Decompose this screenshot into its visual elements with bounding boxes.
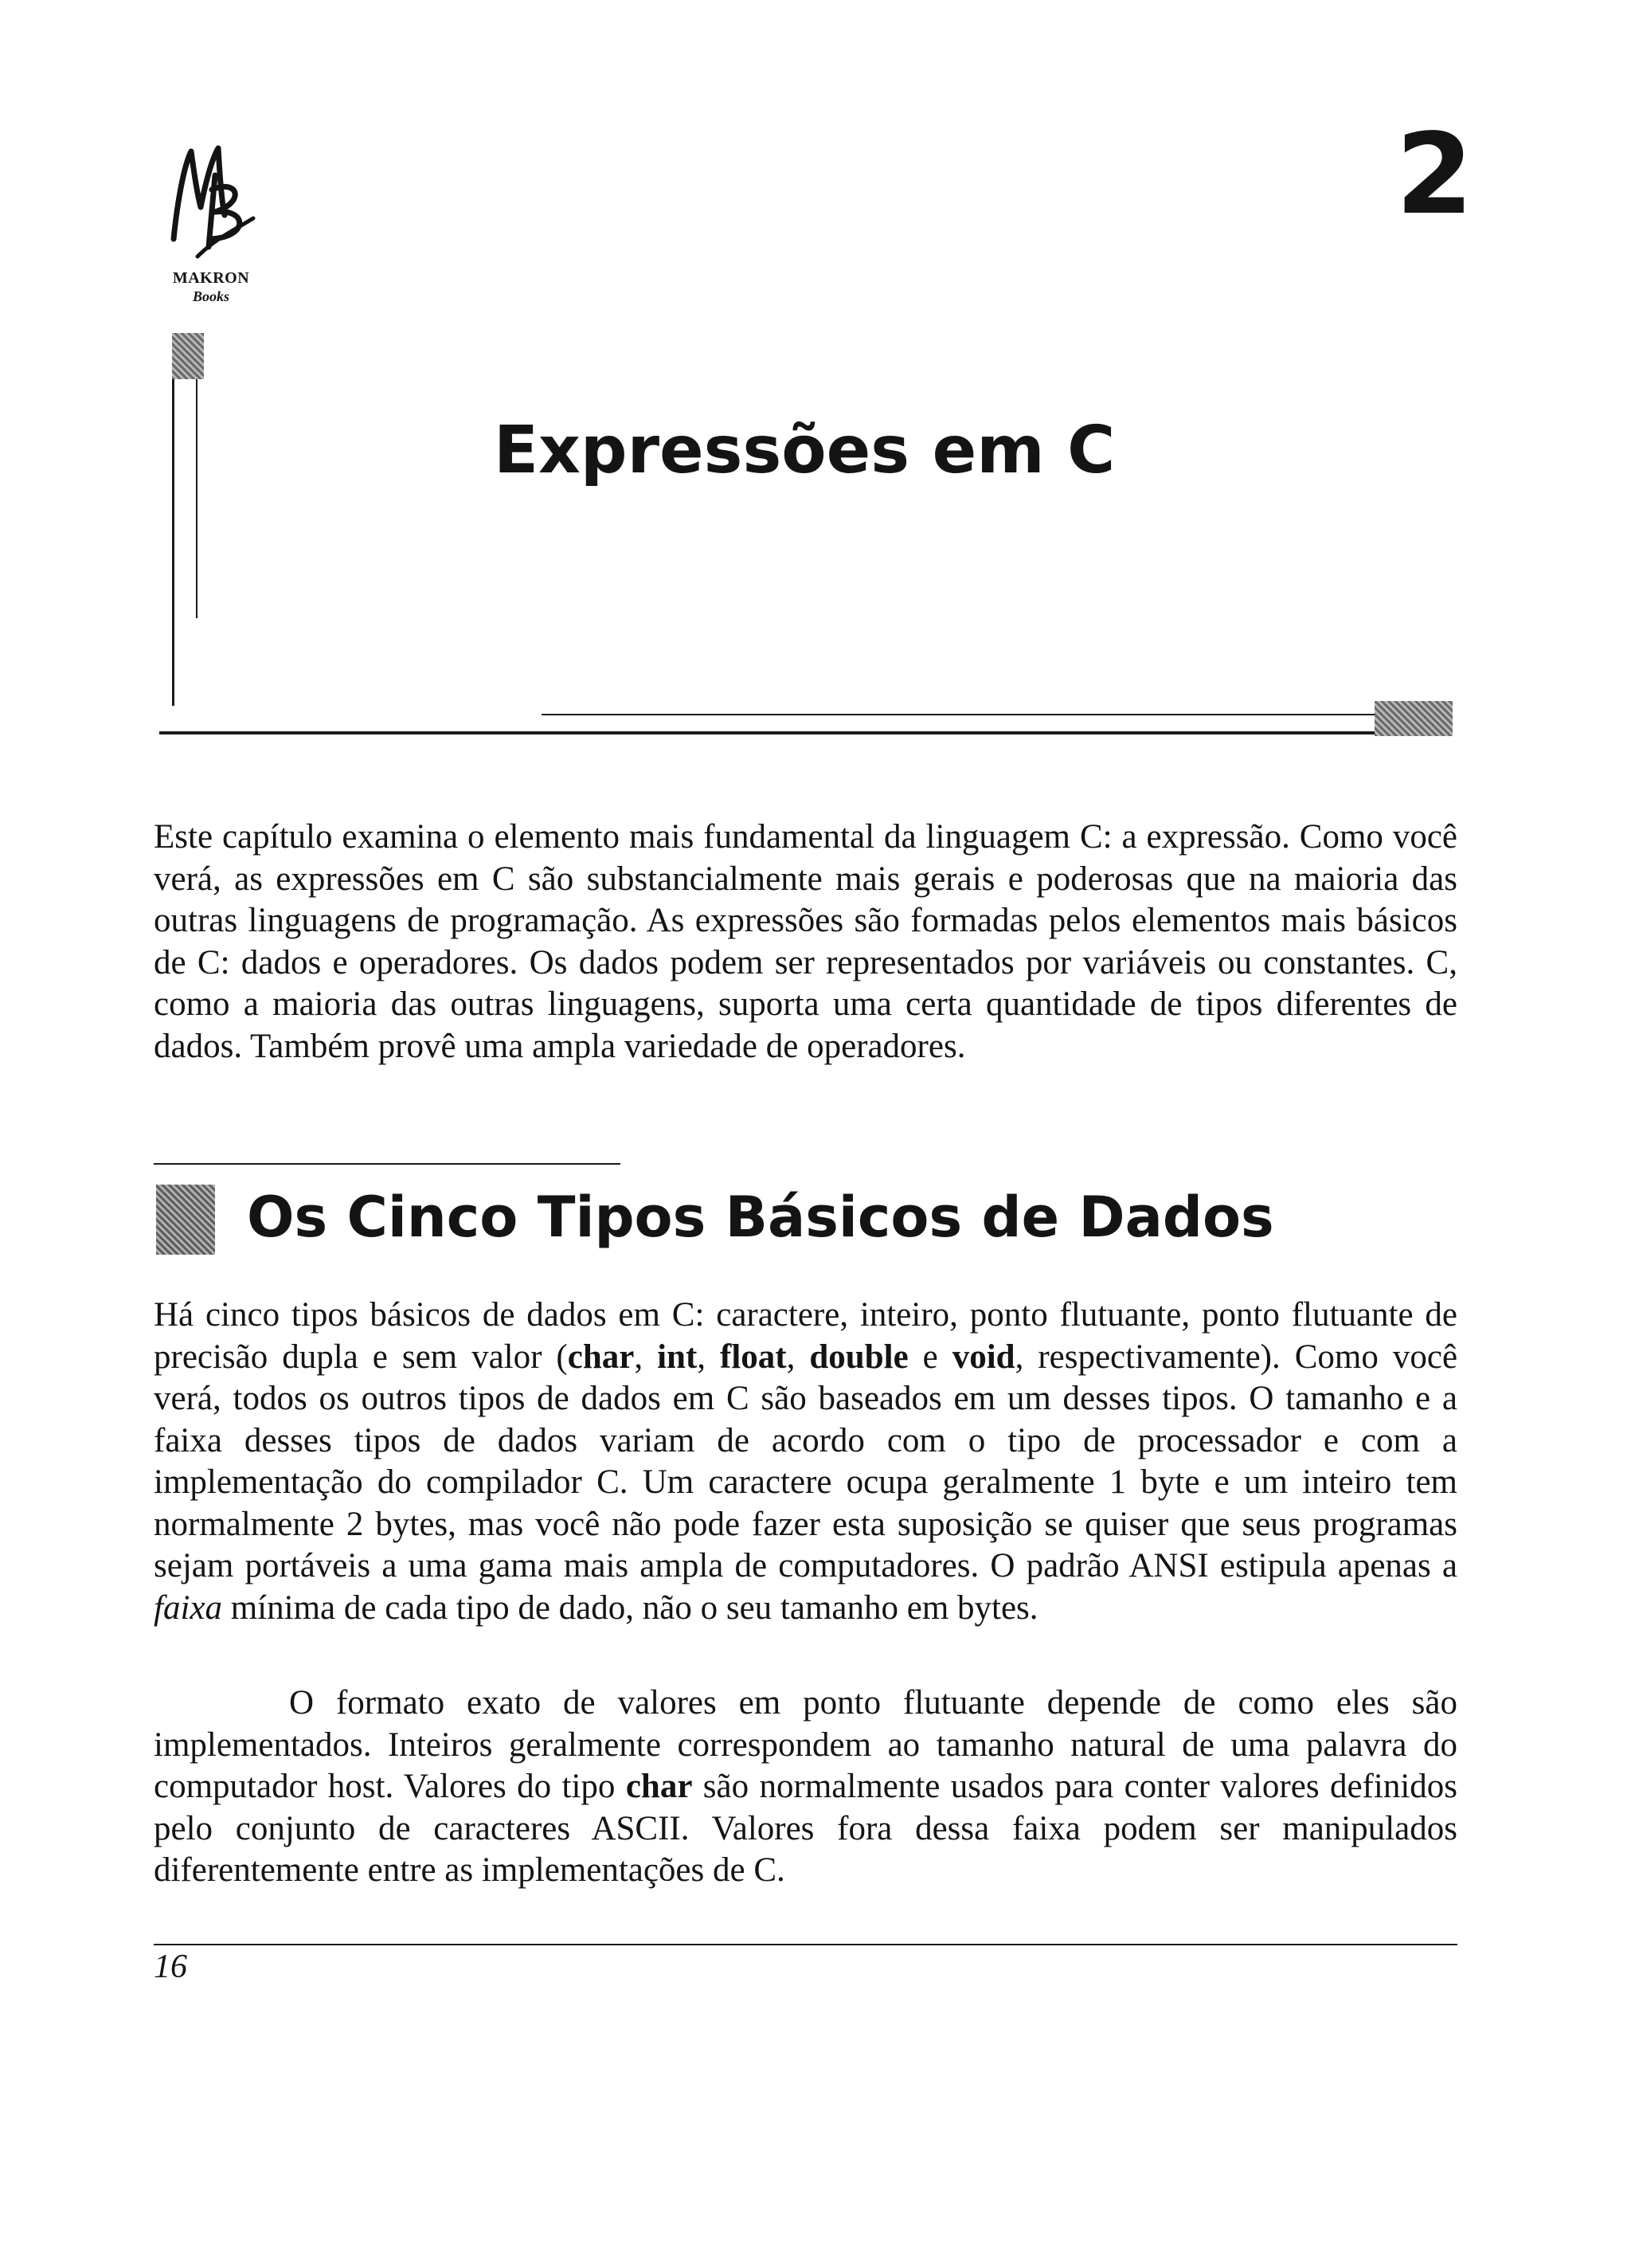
paragraph-text: Há cinco tipos básicos de dados em C: caractere, inteiro, ponto flutuante, ponto flutuante de precisão dupla e sem valor ( bbox=[154, 1296, 1457, 1376]
title-frame-thin-rule bbox=[542, 714, 1375, 715]
title-frame-vertical-line bbox=[172, 379, 174, 706]
paragraph-text: mínima de cada tipo de dado, não o seu tamanho em bytes. bbox=[221, 1588, 1038, 1627]
title-frame-thick-rule bbox=[159, 731, 1375, 734]
title-frame-corner-block bbox=[172, 333, 204, 379]
section-title: Os Cinco Tipos Básicos de Dados bbox=[247, 1185, 1274, 1250]
keyword-void: void bbox=[952, 1338, 1015, 1376]
chapter-title: Expressões em C bbox=[494, 413, 1116, 488]
section-paragraph-1 bbox=[154, 1295, 1457, 1629]
keyword-float: float bbox=[720, 1338, 787, 1376]
makron-logo-icon bbox=[159, 119, 263, 271]
emphasis-faixa: faixa bbox=[154, 1588, 222, 1627]
keyword-char: char bbox=[567, 1338, 635, 1376]
keyword-double: double bbox=[809, 1338, 909, 1376]
publisher-name: MAKRON bbox=[172, 269, 250, 287]
publisher-subname: Books bbox=[192, 288, 229, 304]
section-paragraph-2 bbox=[154, 1682, 1457, 1892]
paragraph-text: O formato exato de valores em ponto flutuante depende de como eles são implementados. Inteiros geralmente correspondem ao tamanho natural de uma palavra do computador host. Valores do tipo bbox=[154, 1684, 1457, 1805]
paragraph-text: são normalmente usados para conter valores definidos pelo conjunto de caracteres ASCII. Valores fora dessa faixa podem ser manipulados diferentemente entre as implementações de C. bbox=[154, 1768, 1457, 1889]
publisher-logo bbox=[159, 119, 263, 319]
keyword-char: char bbox=[625, 1768, 693, 1805]
section-heading-block bbox=[156, 1185, 215, 1255]
title-frame-inner-line bbox=[196, 379, 198, 618]
footer-rule bbox=[154, 1944, 1457, 1945]
separator: e bbox=[908, 1338, 952, 1376]
intro-paragraph: Este capítulo examina o elemento mais fundamental da linguagem C: a expressão. Como você verá, as expressões em C são substancialmente mais gerais e poderosas que na maioria das outras linguagens de programação. As expressões são formadas pelos elementos mais básicos de C: dados e operadores. Os dados podem ser representados por variáveis ou constantes. C, como a maioria das outras linguagens, suporta uma certa quantidade de tipos diferentes de dados. Também provê uma ampla variedade de operadores. bbox=[154, 818, 1457, 1065]
separator: , bbox=[786, 1338, 810, 1376]
section-heading-rule bbox=[154, 1163, 620, 1165]
page-number: 16 bbox=[154, 1949, 187, 1985]
chapter-number: 2 bbox=[1395, 110, 1473, 240]
separator: , bbox=[634, 1338, 658, 1376]
paragraph-text: , respectivamente). Como você verá, todos os outros tipos de dados em C são baseados em um desses tipos. O tamanho e a faixa desses tipos de dados variam de acordo com o tipo de processador e com a implementação do compilador C. Um caractere ocupa geralmente 1 byte e um inteiro tem normalmente 2 bytes, mas você não pode fazer esta suposição se quiser que seus programas sejam portáveis a uma gama mais ampla de computadores. O padrão ANSI estipula apenas a bbox=[154, 1338, 1458, 1584]
separator: , bbox=[697, 1338, 721, 1376]
keyword-int: int bbox=[657, 1338, 698, 1376]
title-frame-end-block bbox=[1375, 701, 1453, 736]
